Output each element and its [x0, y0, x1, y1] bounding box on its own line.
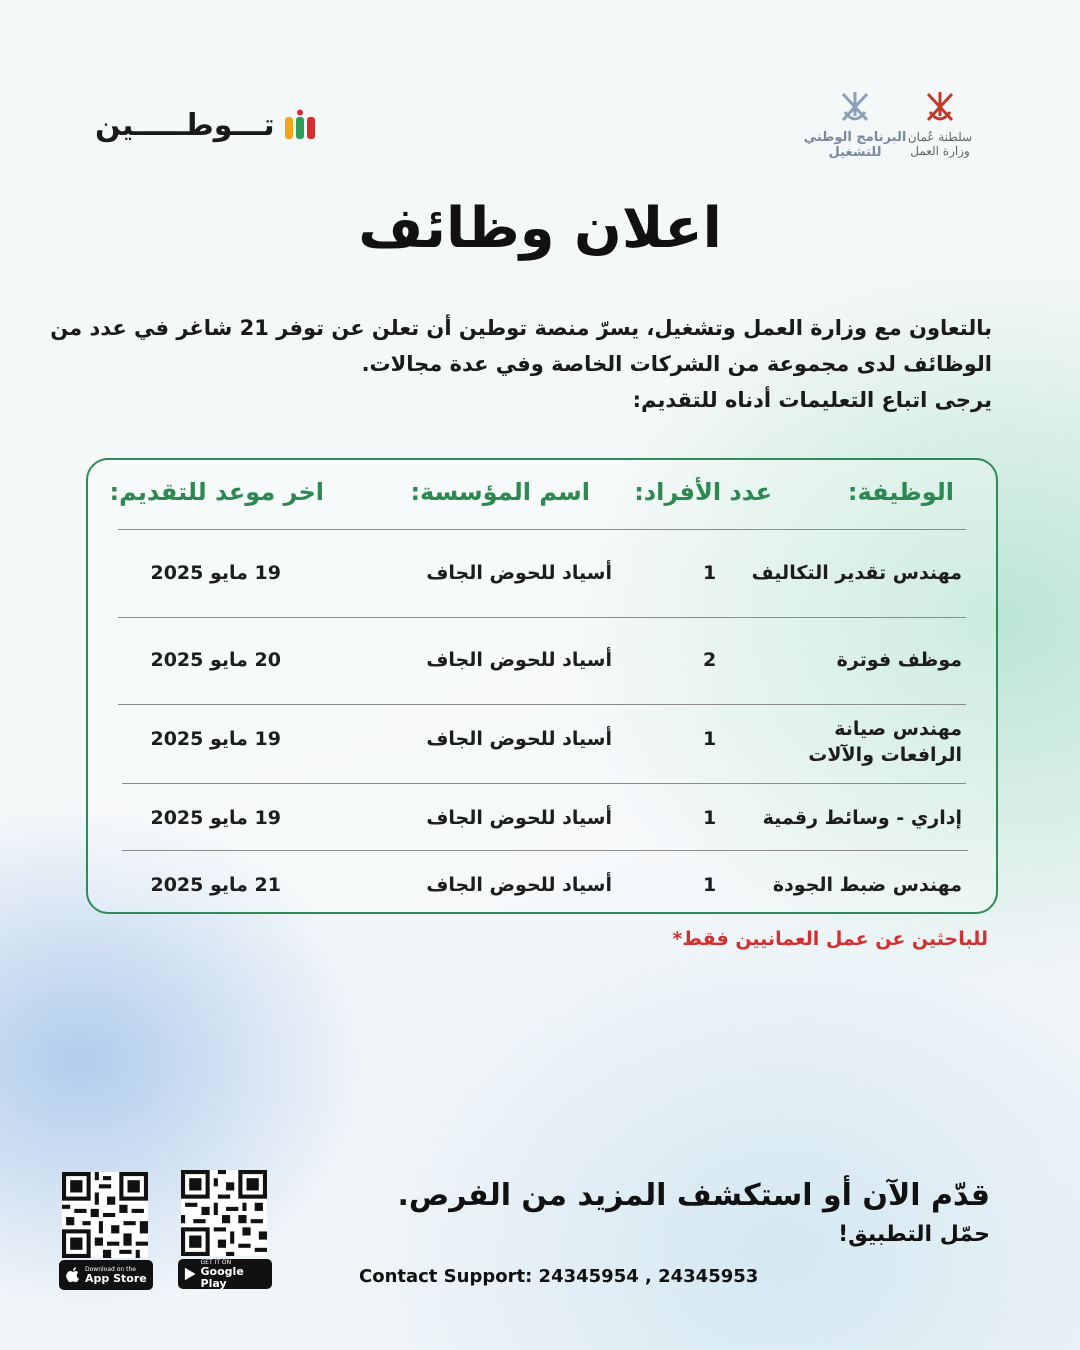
- row-5-deadline: 21 مايو 2025: [150, 874, 281, 896]
- row-5-company: أسياد للحوض الجاف: [426, 874, 612, 896]
- row-3-company: أسياد للحوض الجاف: [426, 728, 612, 750]
- table-divider: [122, 850, 968, 851]
- row-3-count: 1: [703, 728, 717, 750]
- google-play-small-text: GET IT ON: [200, 1258, 232, 1266]
- row-2-deadline: 20 مايو 2025: [150, 649, 281, 671]
- page-title: اعلان وظائف: [358, 196, 722, 261]
- row-4-company: أسياد للحوض الجاف: [426, 807, 612, 829]
- row-2-job: موظف فوترة: [836, 649, 962, 671]
- header-job: الوظيفة:: [847, 478, 954, 506]
- row-1-count: 1: [703, 562, 717, 584]
- google-play-qr-code[interactable]: [181, 1170, 267, 1256]
- national-employment-program-logo: [800, 86, 910, 160]
- tawteen-logo: [95, 108, 317, 143]
- row-4-job: إداري - وسائط رقمية: [762, 807, 962, 829]
- table-divider: [118, 529, 966, 530]
- google-play-badge[interactable]: [178, 1259, 272, 1289]
- apple-icon: [65, 1266, 81, 1284]
- ministry-logo-line2: وزارة العمل: [910, 144, 970, 158]
- app-store-small-text: Download on the: [85, 1265, 136, 1273]
- program-logo-line2: للتشغيل: [828, 145, 882, 160]
- cta-apply-now: قدّم الآن أو استكشف المزيد من الفرص.: [397, 1178, 990, 1213]
- table-divider: [118, 617, 966, 618]
- program-emblem-icon: [835, 86, 875, 126]
- row-2-count: 2: [703, 649, 717, 671]
- row-1-deadline: 19 مايو 2025: [150, 562, 281, 584]
- oman-emblem-icon: [920, 86, 960, 126]
- header-deadline: اخر موعد للتقديم:: [109, 478, 324, 506]
- table-divider: [122, 783, 966, 784]
- header-company: اسم المؤسسة:: [410, 478, 590, 506]
- cta-download-app: حمّل التطبيق!: [838, 1222, 990, 1247]
- jobs-table: [86, 458, 998, 914]
- row-1-job: مهندس تقدير التكاليف: [751, 562, 962, 584]
- google-play-icon: [184, 1266, 197, 1282]
- program-logo-line1: البرنامج الوطني: [803, 130, 907, 145]
- row-1-company: أسياد للحوض الجاف: [426, 562, 612, 584]
- tawteen-mark-icon: [281, 109, 317, 143]
- contact-support: Contact Support: 24345954 , 24345953: [359, 1266, 759, 1287]
- intro-line-1: بالتعاون مع وزارة العمل وتشغيل، يسرّ منصة توطين أن تعلن عن توفر 21 شاغر في عدد من: [50, 316, 992, 340]
- app-store-large-text: App Store: [85, 1271, 147, 1285]
- row-5-job: مهندس ضبط الجودة: [772, 874, 962, 896]
- row-3-deadline: 19 مايو 2025: [150, 728, 281, 750]
- eligibility-note: للباحثين عن عمل العمانيين فقط*: [672, 928, 988, 950]
- row-3-job-line2: الرافعات والآلات: [808, 744, 962, 766]
- ministry-of-labour-logo: [905, 86, 975, 158]
- row-3-job: مهندس صيانة: [834, 718, 962, 740]
- row-4-deadline: 19 مايو 2025: [150, 807, 281, 829]
- row-2-company: أسياد للحوض الجاف: [426, 649, 612, 671]
- app-store-badge[interactable]: [59, 1260, 153, 1290]
- intro-line-2: الوظائف لدى مجموعة من الشركات الخاصة وفي عدة مجالات.: [361, 352, 992, 376]
- ministry-logo-line1: سلطنة عُمان: [907, 130, 973, 144]
- intro-line-3: يرجى اتباع التعليمات أدناه للتقديم:: [632, 388, 992, 412]
- app-store-qr-code[interactable]: [62, 1172, 148, 1258]
- intro-paragraph: [50, 310, 992, 418]
- row-4-count: 1: [703, 807, 717, 829]
- header-count: عدد الأفراد:: [634, 478, 772, 506]
- row-5-count: 1: [703, 874, 717, 896]
- google-play-large-text: Google Play: [200, 1264, 244, 1290]
- table-divider: [118, 704, 966, 705]
- brand-name: تـــوطـــــين: [95, 108, 275, 143]
